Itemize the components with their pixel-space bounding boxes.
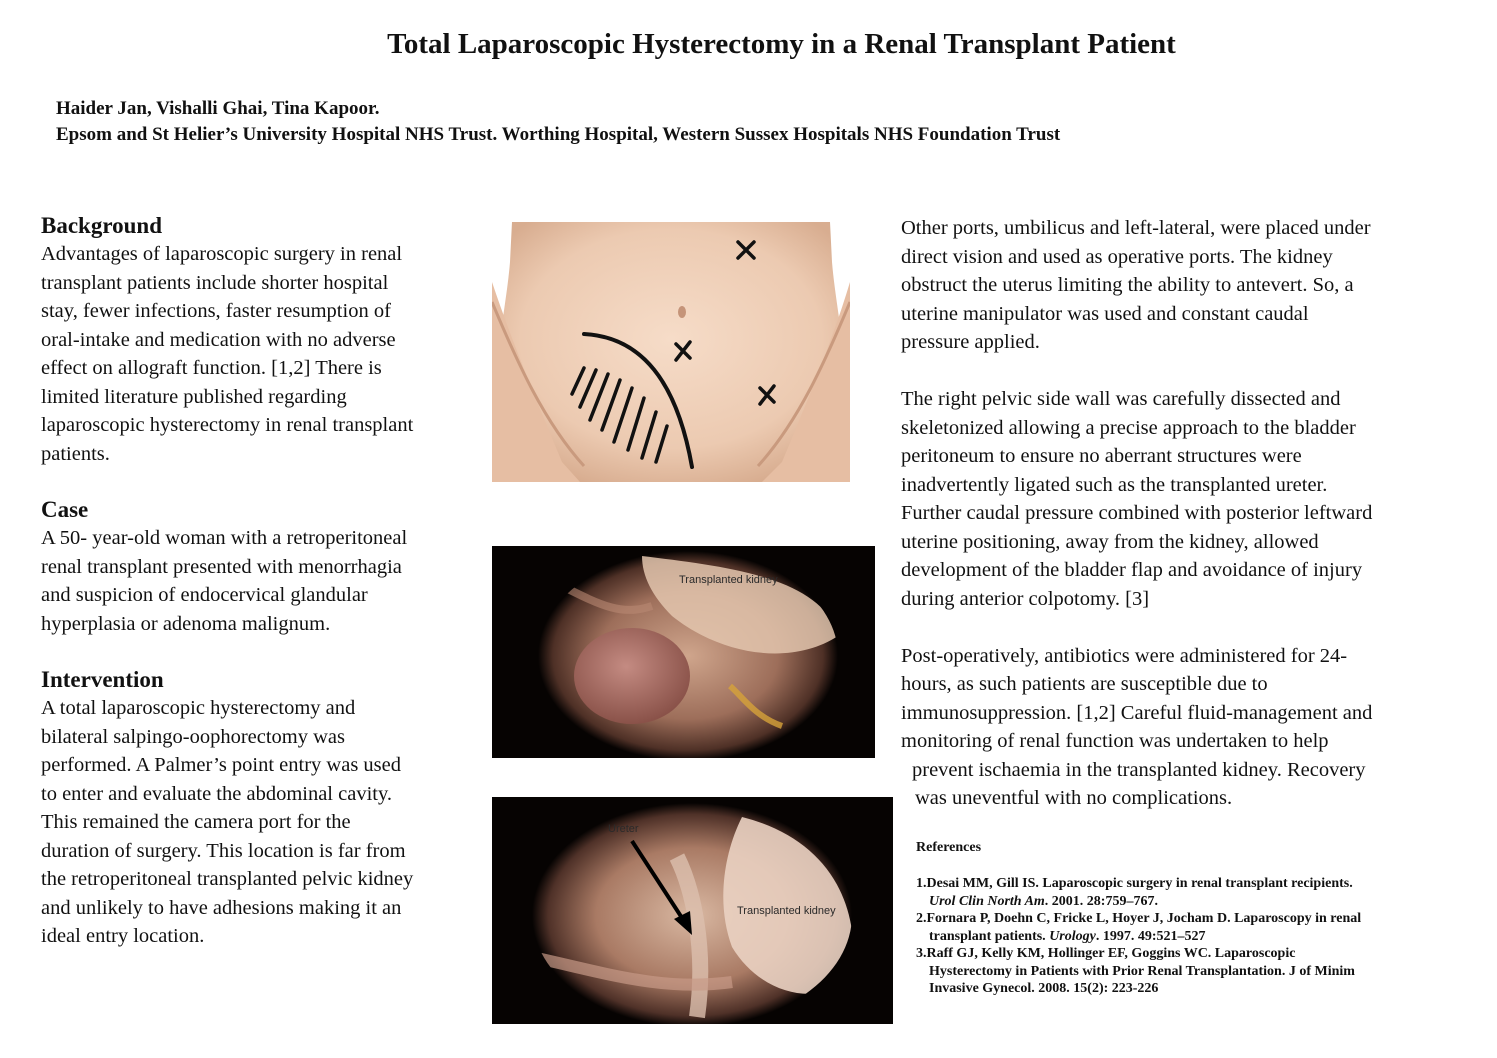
reference-text: 2.Fornara P, Doehn C, Fricke L, Hoyer J, Jocham D. Laparoscopy in renal: [916, 911, 1362, 926]
text-line: obstruct the uterus limiting the ability to antevert. So, a: [901, 274, 1354, 296]
intervention-text: [41, 694, 471, 951]
abdomen-port-diagram: [492, 222, 850, 482]
text-line: development of the bladder flap and avoidance of injury: [901, 559, 1363, 581]
text-line: A total laparoscopic hysterectomy and: [41, 697, 356, 719]
text-line: Advantages of laparoscopic surgery in renal: [41, 243, 403, 265]
text-line: to enter and evaluate the abdominal cavity.: [41, 782, 393, 805]
background-section: [41, 212, 471, 468]
text-line: uterine manipulator was used and constant caudal: [901, 302, 1309, 325]
reference-continuation: [916, 928, 1456, 946]
ports-paragraph: [901, 214, 1461, 357]
text-line: oral-intake and medication with no adverse: [41, 328, 396, 351]
text-line: bilateral salpingo-oophorectomy was: [41, 725, 345, 748]
text-line: effect on allograft function. [1,2] There is: [41, 357, 382, 379]
text-line: pressure applied.: [901, 331, 1040, 353]
text-line: hyperplasia or adenoma malignum.: [41, 612, 331, 635]
reference-text: 3.Raff GJ, Kelly KM, Hollinger EF, Goggins WC. Laparoscopic: [916, 946, 1296, 961]
affiliation: Epsom and St Helier’s University Hospital NHS Trust. Worthing Hospital, Western Sussex Hospitals NHS Foundation Trust: [56, 124, 1061, 145]
text-line: duration of surgery. This location is far from: [41, 839, 406, 862]
text-line: uterine positioning, away from the kidney, allowed: [901, 530, 1319, 553]
reference-continuation: [916, 893, 1456, 911]
dissection-paragraph: [901, 385, 1461, 613]
case-heading: Case: [41, 497, 89, 522]
paragraph-gap: [901, 357, 1461, 386]
figure-label-ureter: Ureter: [608, 823, 639, 835]
abdomen-illustration: [492, 222, 850, 482]
postop-paragraph: [901, 642, 1461, 813]
text-line: and unlikely to have adhesions making it an: [41, 896, 402, 919]
text-line: prevent ischaemia in the transplanted kidney. Recovery: [912, 758, 1366, 781]
text-line: monitoring of renal function was undertaken to help: [901, 730, 1329, 752]
reference-text: . 2001. 28:759–767.: [1044, 893, 1158, 909]
intervention-section: [41, 666, 471, 951]
reference-text: 1.Desai MM, Gill IS. Laparoscopic surgery in renal transplant recipients.: [916, 876, 1353, 891]
reference-item: [916, 945, 1456, 998]
background-heading: Background: [41, 213, 163, 238]
journal-name: Urol Clin North Am: [929, 893, 1045, 909]
uterus: [574, 628, 690, 724]
text-line: direct vision and used as operative ports. The kidney: [901, 245, 1333, 268]
reference-continuation: Invasive Gynecol. 2008. 15(2): 223-226: [929, 981, 1159, 996]
authors: Haider Jan, Vishalli Ghai, Tina Kapoor.: [56, 98, 380, 119]
intervention-heading: Intervention: [41, 667, 164, 692]
text-line: Post-operatively, antibiotics were administered for 24-: [901, 644, 1348, 667]
text-line: was uneventful with no complications.: [915, 787, 1233, 809]
text-line: renal transplant presented with menorrhagia: [41, 555, 402, 578]
text-line: hours, as such patients are susceptible due to: [901, 673, 1268, 695]
text-line: immunosuppression. [1,2] Careful fluid-management and: [901, 701, 1373, 724]
text-line: skeletonized allowing a precise approach to the bladder: [901, 416, 1356, 439]
figure-label-kidney: Transplanted kidney: [679, 574, 778, 586]
laparoscopic-view-ureter: [492, 797, 893, 1024]
text-line: Other ports, umbilicus and left-lateral, were placed under: [901, 217, 1371, 239]
references-section: [916, 840, 1456, 998]
text-line: This remained the camera port for the: [41, 811, 351, 833]
references-list: [916, 875, 1456, 998]
text-line: stay, fewer infections, faster resumption of: [41, 300, 391, 322]
text-line: during anterior colpotomy. [3]: [901, 587, 1150, 610]
paragraph-gap: [901, 613, 1461, 642]
reference-text: transplant patients.: [929, 928, 1050, 944]
text-line: ideal entry location.: [41, 925, 205, 947]
case-text: [41, 524, 471, 638]
text-line: performed. A Palmer’s point entry was used: [41, 754, 402, 776]
poster-title: Total Laparoscopic Hysterectomy in a Renal Transplant Patient: [387, 28, 1176, 60]
case-section: [41, 496, 471, 638]
text-line: and suspicion of endocervical glandular: [41, 584, 368, 606]
laparoscopic-view-kidney: [492, 546, 875, 758]
text-line: The right pelvic side wall was carefully dissected and: [901, 388, 1341, 410]
text-line: transplant patients include shorter hospital: [41, 271, 389, 294]
reference-item: [916, 875, 1456, 910]
right-column: [901, 214, 1461, 813]
reference-continuation: Hysterectomy in Patients with Prior Renal Transplantation. J of Minim: [929, 963, 1355, 979]
left-column: [41, 212, 471, 979]
text-line: patients.: [41, 442, 110, 465]
text-line: the retroperitoneal transplanted pelvic kidney: [41, 868, 414, 890]
text-line: inadvertently ligated such as the transplanted ureter.: [901, 473, 1328, 496]
reference-item: [916, 910, 1456, 945]
text-line: A 50- year-old woman with a retroperitoneal: [41, 527, 408, 549]
text-line: Further caudal pressure combined with posterior leftward: [901, 502, 1373, 524]
text-line: limited literature published regarding: [41, 385, 347, 408]
text-line: laparoscopic hysterectomy in renal transplant: [41, 414, 414, 436]
reference-text: . 1997. 49:521–527: [1095, 928, 1206, 944]
references-heading: References: [916, 840, 982, 855]
background-text: [41, 240, 471, 468]
text-line: peritoneum to ensure no aberrant structures were: [901, 445, 1302, 467]
journal-name: Urology: [1049, 928, 1096, 944]
figure-label-kidney: Transplanted kidney: [737, 905, 836, 917]
